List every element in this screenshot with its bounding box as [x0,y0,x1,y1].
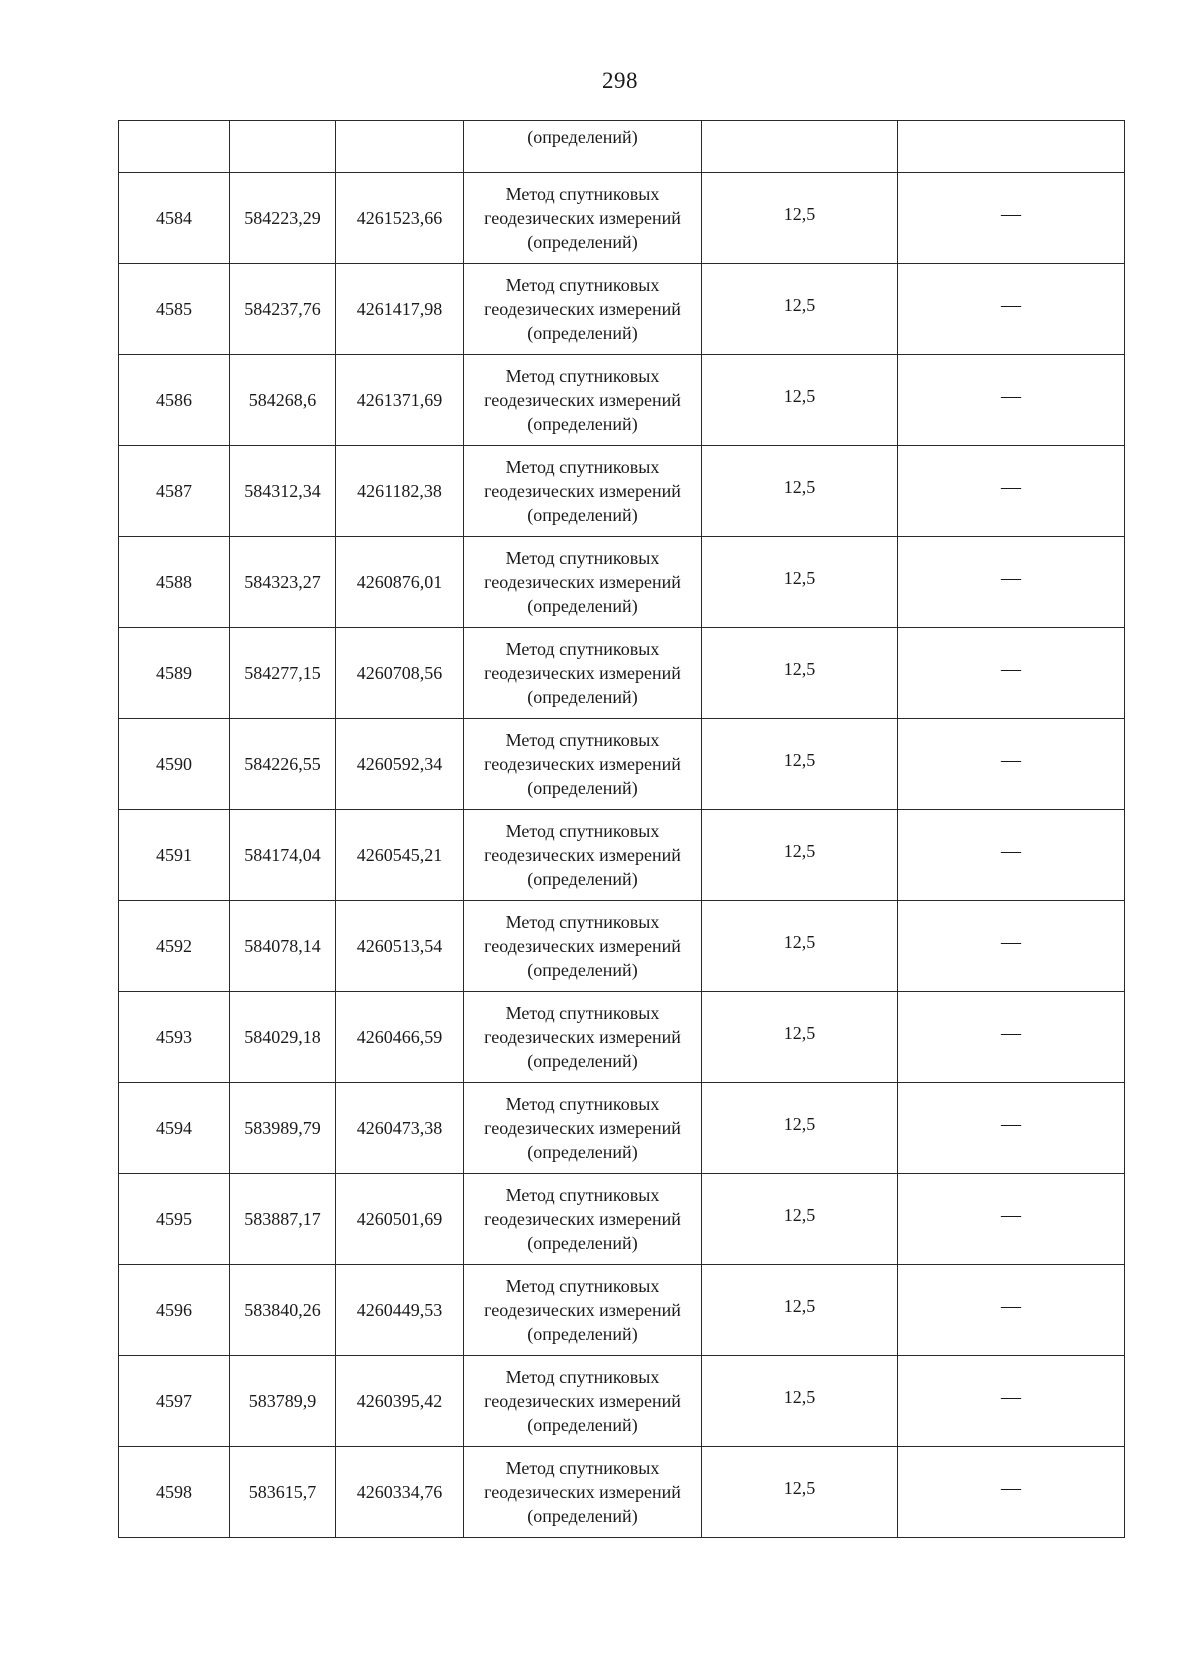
table-row [119,1265,1125,1356]
note-cell [898,1356,1125,1447]
y-coordinate-cell [336,173,464,264]
y-coordinate-cell [336,355,464,446]
x-coordinate: 584226,55 [244,754,321,774]
point-number: 4588 [156,572,192,592]
point-number: 4585 [156,299,192,319]
method-line: геодезических измерений [484,1391,681,1411]
note-cell [898,1447,1125,1538]
y-coordinate-cell [336,1356,464,1447]
x-coordinate-cell [230,719,336,810]
note-dash: — [1001,749,1021,771]
x-coordinate: 584029,18 [244,1027,321,1047]
accuracy-cell [702,1356,898,1447]
accuracy-cell [702,1447,898,1538]
point-number: 4591 [156,845,192,865]
table-row [119,1174,1125,1265]
y-coordinate: 4260449,53 [356,1300,443,1320]
accuracy-cell [702,810,898,901]
accuracy-value: 12,5 [783,386,816,406]
note-cell [898,121,1125,173]
method-line: геодезических измерений [484,481,681,501]
point-number-cell [119,992,230,1083]
method-cell [464,173,702,264]
note-dash: — [1001,931,1021,953]
x-coordinate-cell [230,264,336,355]
note-dash: — [1001,840,1021,862]
point-number: 4590 [156,754,192,774]
table-row [119,719,1125,810]
y-coordinate: 4261417,98 [356,299,443,319]
y-coordinate-cell [336,264,464,355]
y-coordinate-cell [336,810,464,901]
y-coordinate: 4260501,69 [356,1209,443,1229]
method-line: (определений) [527,1415,638,1435]
note-cell [898,537,1125,628]
x-coordinate: 584268,6 [248,390,317,410]
method-line: геодезических измерений [484,754,681,774]
method-line: Метод спутниковых [505,639,660,659]
y-coordinate: 4261371,69 [356,390,443,410]
note-cell [898,264,1125,355]
method-cell [464,1174,702,1265]
x-coordinate-cell [230,1083,336,1174]
y-coordinate-cell [336,1083,464,1174]
note-cell [898,810,1125,901]
y-coordinate-cell [336,901,464,992]
method-line: геодезических измерений [484,1482,681,1502]
accuracy-value: 12,5 [783,659,816,679]
point-number-cell [119,719,230,810]
accuracy-cell [702,1265,898,1356]
method-line: Метод спутниковых [505,275,660,295]
x-coordinate: 583840,26 [244,1300,321,1320]
note-cell [898,719,1125,810]
method-line: Метод спутниковых [505,1367,660,1387]
table-row [119,1083,1125,1174]
method-line: Метод спутниковых [505,1185,660,1205]
point-number: 4584 [156,208,192,228]
method-cell [464,537,702,628]
method-line: (определений) [527,1142,638,1162]
note-cell [898,1265,1125,1356]
method-line: (определений) [527,505,638,525]
y-coordinate-cell [336,446,464,537]
method-cell [464,901,702,992]
table-row [119,628,1125,719]
method-line: геодезических измерений [484,663,681,683]
x-coordinate-cell [230,810,336,901]
method-line: (определений) [527,778,638,798]
method-line: Метод спутниковых [505,366,660,386]
point-number-cell [119,628,230,719]
table-row [119,264,1125,355]
method-line: Метод спутниковых [505,548,660,568]
accuracy-value: 12,5 [783,1296,816,1316]
point-number: 4595 [156,1209,192,1229]
point-number-cell [119,1083,230,1174]
y-coordinate: 4260473,38 [356,1118,443,1138]
method-cell [464,355,702,446]
x-coordinate-cell [230,173,336,264]
table-row [119,1447,1125,1538]
method-cell [464,719,702,810]
note-dash: — [1001,1113,1021,1135]
method-line: Метод спутниковых [505,457,660,477]
x-coordinate: 584237,76 [244,299,321,319]
x-coordinate-cell [230,1447,336,1538]
y-coordinate-cell [336,121,464,173]
method-line: Метод спутниковых [505,184,660,204]
x-coordinate: 584078,14 [244,936,321,956]
x-coordinate-cell [230,1356,336,1447]
y-coordinate: 4260545,21 [356,845,443,865]
x-coordinate-cell [230,446,336,537]
y-coordinate: 4261182,38 [357,481,442,501]
note-cell [898,992,1125,1083]
method-line: Метод спутниковых [505,1003,660,1023]
note-dash: — [1001,567,1021,589]
method-line: (определений) [527,869,638,889]
table-row [119,810,1125,901]
point-number: 4589 [156,663,192,683]
x-coordinate: 584277,15 [244,663,321,683]
note-dash: — [1001,1022,1021,1044]
note-dash: — [1001,658,1021,680]
point-number-cell [119,810,230,901]
note-cell [898,901,1125,992]
accuracy-value: 12,5 [783,1023,816,1043]
note-cell [898,628,1125,719]
method-line: геодезических измерений [484,1209,681,1229]
table-row [119,901,1125,992]
method-line: геодезических измерений [484,208,681,228]
point-number-cell [119,446,230,537]
point-number-cell [119,173,230,264]
y-coordinate: 4261523,66 [356,208,443,228]
accuracy-cell [702,121,898,173]
point-number-cell [119,355,230,446]
method-cell [464,810,702,901]
table-row [119,446,1125,537]
y-coordinate: 4260466,59 [356,1027,443,1047]
y-coordinate: 4260513,54 [356,936,443,956]
accuracy-cell [702,1174,898,1265]
method-line: геодезических измерений [484,390,681,410]
method-cell [464,1083,702,1174]
x-coordinate-cell [230,121,336,173]
point-number-cell [119,121,230,173]
method-line: геодезических измерений [484,845,681,865]
x-coordinate: 583989,79 [244,1118,321,1138]
point-number: 4592 [156,936,192,956]
point-number-cell [119,901,230,992]
y-coordinate-cell [336,719,464,810]
method-cell [464,264,702,355]
accuracy-value: 12,5 [783,568,816,588]
method-line: (определений) [527,596,638,616]
method-line: Метод спутниковых [505,912,660,932]
x-coordinate: 583887,17 [244,1209,321,1229]
note-cell [898,446,1125,537]
note-cell [898,1083,1125,1174]
method-line: геодезических измерений [484,1118,681,1138]
accuracy-cell [702,355,898,446]
point-number: 4586 [156,390,192,410]
x-coordinate: 584174,04 [244,845,321,865]
table-row [119,992,1125,1083]
y-coordinate-cell [336,628,464,719]
note-dash: — [1001,203,1021,225]
note-dash: — [1001,385,1021,407]
x-coordinate: 584312,34 [244,481,321,501]
table-row [119,537,1125,628]
x-coordinate-cell [230,901,336,992]
accuracy-value: 12,5 [783,295,816,315]
accuracy-cell [702,719,898,810]
y-coordinate: 4260592,34 [356,754,443,774]
continuation-row [119,121,1125,173]
method-line: (определений) [527,960,638,980]
method-line: геодезических измерений [484,572,681,592]
x-coordinate: 584223,29 [244,208,321,228]
accuracy-cell [702,992,898,1083]
page-number: 298 [602,68,638,93]
point-number: 4587 [156,481,192,501]
accuracy-cell [702,264,898,355]
method-line: Метод спутниковых [505,730,660,750]
y-coordinate-cell [336,1174,464,1265]
accuracy-value: 12,5 [783,477,816,497]
accuracy-cell [702,901,898,992]
accuracy-value: 12,5 [783,841,816,861]
method-line: геодезических измерений [484,936,681,956]
table-row [119,355,1125,446]
note-dash: — [1001,1477,1021,1499]
accuracy-value: 12,5 [783,1205,816,1225]
method-cell: (определений) [464,121,702,173]
x-coordinate-cell [230,537,336,628]
note-dash: — [1001,1295,1021,1317]
note-cell [898,1174,1125,1265]
x-coordinate: 584323,27 [244,572,321,592]
method-line: Метод спутниковых [505,1276,660,1296]
note-dash: — [1001,1204,1021,1226]
x-coordinate: 583789,9 [248,1391,317,1411]
method-line: геодезических измерений [484,299,681,319]
method-cell [464,1265,702,1356]
accuracy-value: 12,5 [783,932,816,952]
point-number: 4593 [156,1027,192,1047]
method-line: Метод спутниковых [505,1458,660,1478]
point-number-cell [119,1265,230,1356]
method-line: геодезических измерений [484,1300,681,1320]
x-coordinate: 583615,7 [248,1482,317,1502]
point-number: 4596 [156,1300,192,1320]
method-cell [464,628,702,719]
y-coordinate: 4260708,56 [356,663,443,683]
accuracy-value: 12,5 [783,750,816,770]
x-coordinate-cell [230,1174,336,1265]
method-cell [464,446,702,537]
point-number: 4594 [156,1118,192,1138]
point-number-cell [119,1356,230,1447]
table-row [119,1356,1125,1447]
note-dash: — [1001,476,1021,498]
accuracy-cell [702,1083,898,1174]
x-coordinate-cell [230,628,336,719]
method-line: (определений) [527,1233,638,1253]
note-cell [898,355,1125,446]
note-dash: — [1001,1386,1021,1408]
method-line: (определений) [527,1051,638,1071]
accuracy-cell [702,537,898,628]
y-coordinate: 4260395,42 [356,1391,443,1411]
y-coordinate: 4260334,76 [356,1482,443,1502]
method-line: геодезических измерений [484,1027,681,1047]
method-cell [464,1356,702,1447]
y-coordinate-cell [336,1447,464,1538]
x-coordinate-cell [230,992,336,1083]
x-coordinate-cell [230,1265,336,1356]
accuracy-cell [702,628,898,719]
point-number: 4598 [156,1482,192,1502]
y-coordinate: 4260876,01 [356,572,443,592]
method-line: Метод спутниковых [505,1094,660,1114]
method-line: (определений) [527,414,638,434]
method-line: (определений) [527,1324,638,1344]
coordinates-table [118,120,1125,1538]
accuracy-cell [702,446,898,537]
accuracy-value: 12,5 [783,1387,816,1407]
y-coordinate-cell [336,537,464,628]
method-cell [464,992,702,1083]
method-line: (определений) [527,687,638,707]
accuracy-value: 12,5 [783,1114,816,1134]
table-row [119,173,1125,264]
method-line: Метод спутниковых [505,821,660,841]
note-dash: — [1001,294,1021,316]
point-number-cell [119,537,230,628]
method-line: (определений) [527,323,638,343]
accuracy-value: 12,5 [783,1478,816,1498]
accuracy-cell [702,173,898,264]
y-coordinate-cell [336,1265,464,1356]
point-number-cell [119,1447,230,1538]
note-cell [898,173,1125,264]
point-number-cell [119,1174,230,1265]
x-coordinate-cell [230,355,336,446]
method-line: (определений) [527,232,638,252]
y-coordinate-cell [336,992,464,1083]
point-number-cell [119,264,230,355]
accuracy-value: 12,5 [783,204,816,224]
point-number: 4597 [156,1391,192,1411]
method-cell [464,1447,702,1538]
method-line: (определений) [527,1506,638,1526]
